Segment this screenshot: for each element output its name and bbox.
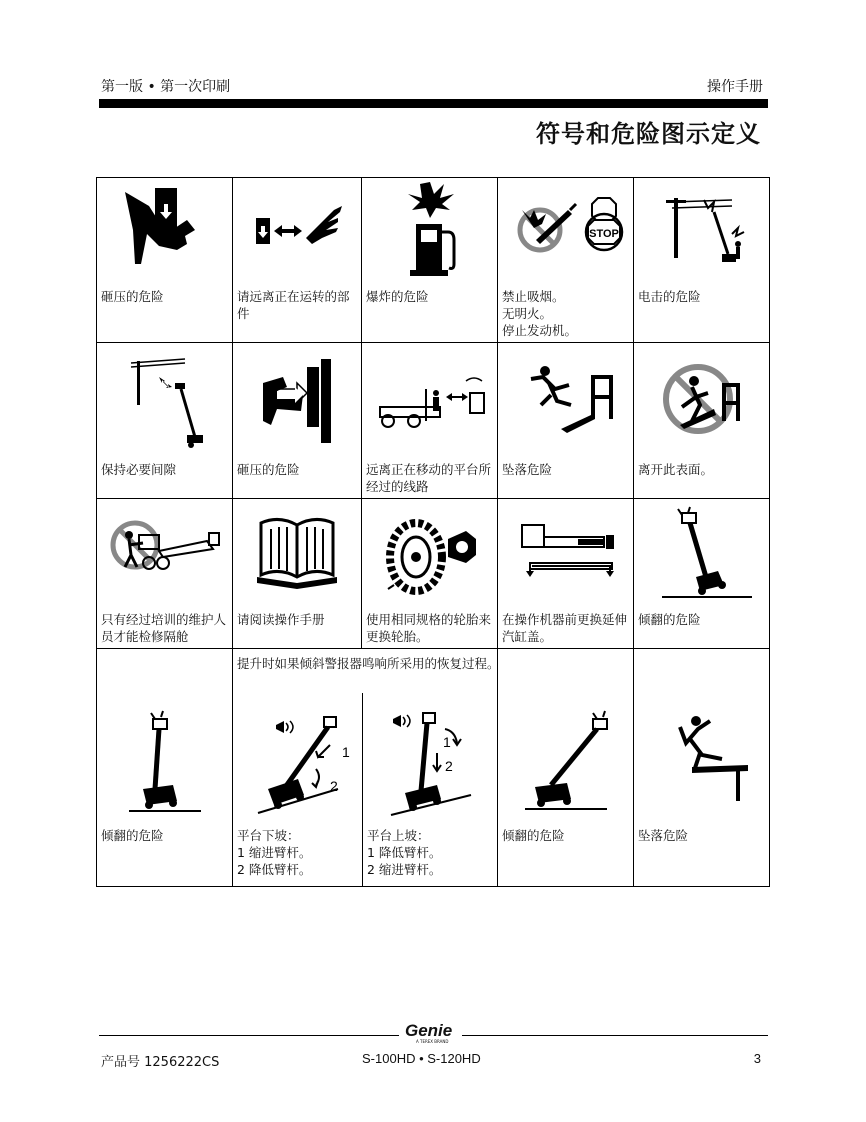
read-manual-caption: 请阅读操作手册 — [237, 612, 325, 627]
uphill-caption — [367, 827, 495, 878]
downhill-caption — [237, 827, 359, 878]
list-item — [634, 343, 769, 498]
list-item — [97, 499, 232, 648]
tip-over-hazard-icon — [634, 505, 769, 609]
list-item — [97, 343, 232, 498]
trained-service-only-icon — [97, 505, 232, 609]
crush-hazard-caption: 砸压的危险 — [101, 289, 164, 304]
symbols-table — [96, 177, 770, 887]
stop-sign-text: STOP — [588, 228, 619, 240]
fall-hazard-2-caption: 坠落危险 — [638, 828, 689, 843]
explosion-hazard-icon — [362, 180, 497, 284]
explosion-hazard-caption: 爆炸的危险 — [366, 289, 429, 304]
stay-off-surface-caption: 离开此表面。 — [638, 462, 714, 477]
table-row — [97, 343, 770, 499]
list-item — [233, 499, 361, 648]
list-item — [362, 343, 497, 498]
replace-cylinder-cap-icon — [498, 505, 633, 609]
clearance-caption: 保持必要间隙 — [101, 462, 177, 477]
list-item — [362, 178, 497, 342]
list-item — [498, 178, 633, 342]
table-row — [97, 649, 770, 887]
part-number: 产品号 1256222CS — [101, 1055, 220, 1070]
list-item — [233, 343, 361, 498]
header-rule — [99, 99, 768, 108]
read-manual-icon — [233, 505, 361, 609]
electrocution-caption: 电击的危险 — [638, 289, 701, 304]
caption-line: 2 降低臂杆。 — [237, 862, 312, 877]
crush-hazard-2-caption: 砸压的危险 — [237, 462, 300, 477]
model-numbers: S-100HD • S-120HD — [362, 1051, 481, 1066]
caption-line: 停止发动机。 — [502, 323, 578, 338]
caption-line: 平台上坡： — [367, 828, 430, 843]
list-item — [498, 343, 633, 498]
fall-hazard-caption: 坠落危险 — [502, 462, 553, 477]
electrocution-hazard-icon — [634, 180, 769, 284]
caption-line: 无明火。 — [502, 306, 553, 321]
list-item — [634, 178, 769, 342]
genie-logo-subtitle: A TEREX BRAND — [416, 1039, 449, 1044]
table-row — [97, 499, 770, 649]
recovery-heading: 提升时如果倾斜警报器鸣响所采用的恢复过程。 — [237, 656, 500, 671]
tip-over-3-caption: 倾翻的危险 — [502, 828, 565, 843]
no-smoking-stop-engine-icon — [498, 180, 633, 284]
footer-rule-right — [462, 1035, 768, 1036]
footer-rule-left — [99, 1035, 399, 1036]
table-row — [97, 178, 770, 343]
list-item — [97, 178, 232, 342]
tip-over-2-caption: 倾翻的危险 — [101, 828, 164, 843]
crush-hazard-icon — [97, 180, 232, 284]
no-smoking-caption — [502, 288, 631, 339]
step-number-2: 2 — [329, 778, 338, 794]
moving-platform-caption: 远离正在移动的平台所经过的线路 — [366, 462, 492, 494]
platform-uphill-icon — [363, 705, 499, 825]
clearance-icon — [97, 349, 232, 457]
tip-over-hazard-3-icon — [498, 705, 633, 825]
fall-hazard-icon — [498, 349, 633, 457]
list-item — [498, 499, 633, 648]
manual-label: 操作手册 — [707, 79, 763, 95]
step-number-2: 2 — [445, 758, 453, 774]
stay-off-surface-icon — [634, 349, 769, 457]
list-item — [362, 499, 497, 648]
replace-tire-icon — [362, 505, 497, 609]
list-item — [97, 649, 232, 886]
page-number: 3 — [753, 1051, 761, 1066]
moving-parts-caption: 请远离正在运转的部件 — [237, 289, 350, 321]
step-number-1: 1 — [443, 734, 451, 750]
caption-line: 1 降低臂杆。 — [367, 845, 442, 860]
tip-over-caption: 倾翻的危险 — [638, 612, 701, 627]
replace-cylinder-caption: 在操作机器前更换延伸汽缸盖。 — [502, 612, 628, 644]
caption-line: 禁止吸烟。 — [502, 289, 565, 304]
edition-label: 第一版 • 第一次印刷 — [101, 79, 231, 95]
moving-parts-icon — [233, 180, 361, 284]
genie-logo: Genie — [405, 1021, 453, 1040]
caption-line: 1 缩进臂杆。 — [237, 845, 312, 860]
list-item — [498, 649, 633, 886]
tip-over-hazard-2-icon — [97, 705, 232, 825]
list-item — [634, 649, 769, 886]
caption-line: 2 缩进臂杆。 — [367, 862, 442, 877]
caption-line: 平台下坡： — [237, 828, 300, 843]
moving-platform-path-icon — [362, 349, 497, 457]
platform-downhill-icon — [233, 705, 362, 825]
trained-service-caption: 只有经过培训的维护人员才能检修隔舱 — [101, 612, 227, 644]
step-number-1: 1 — [341, 744, 350, 760]
fall-hazard-2-icon — [634, 705, 769, 825]
list-item — [634, 499, 769, 648]
crush-hazard-2-icon — [233, 349, 361, 457]
list-item — [233, 178, 361, 342]
replace-tire-caption: 使用相同规格的轮胎来更换轮胎。 — [366, 612, 492, 644]
tilt-alarm-recovery — [233, 649, 500, 886]
page-title: 符号和危险图示定义 — [536, 120, 761, 148]
